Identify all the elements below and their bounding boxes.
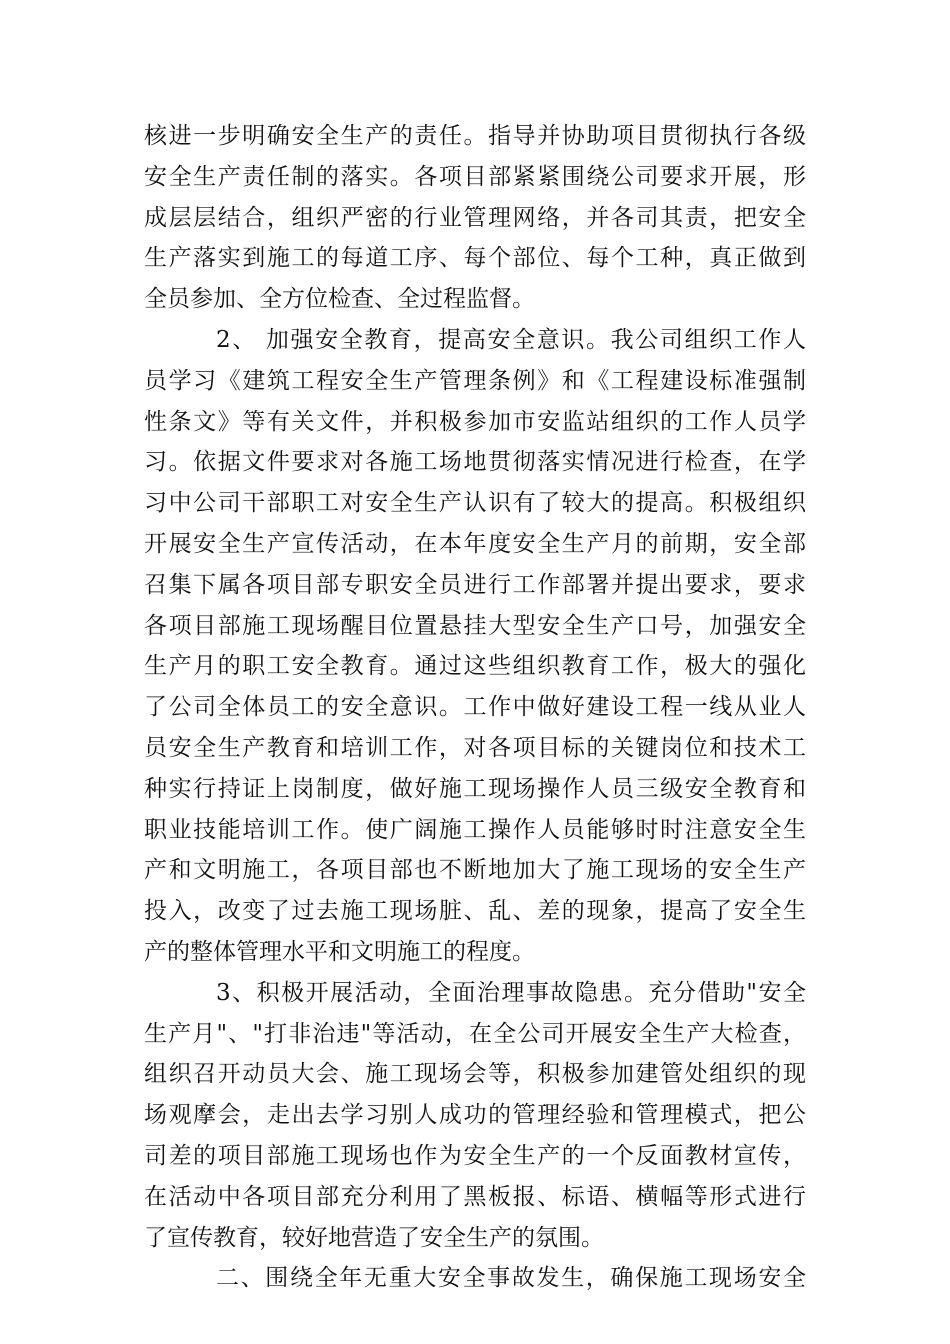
text-line: 召集下属各项目部专职安全员进行工作部署并提出要求，要求 bbox=[144, 571, 806, 598]
text-line: 生产月的职工安全教育。通过这些组织教育工作，极大的强化 bbox=[144, 653, 806, 680]
text-line: 全员参加、全方位检查、全过程监督。 bbox=[144, 286, 535, 313]
text-line: 在活动中各项目部充分利用了黑板报、标语、横幅等形式进行 bbox=[144, 1183, 806, 1210]
text-line: 了公司全体员工的安全意识。工作中做好建设工程一线从业人 bbox=[144, 694, 806, 721]
text-line: 产的整体管理水平和文明施工的程度。 bbox=[144, 938, 535, 965]
paragraph-hazard-activities bbox=[144, 973, 806, 1259]
text-line: 组织召开动员大会、施工现场会等，积极参加建管处组织的现 bbox=[144, 1061, 806, 1088]
text-line: 2、 加强安全教育，提高安全意识。我公司组织工作人 bbox=[216, 326, 806, 353]
text-line: 职业技能培训工作。使广阔施工操作人员能够时时注意安全生 bbox=[144, 816, 806, 843]
paragraph-responsibility bbox=[144, 116, 806, 320]
text-line: 员学习《建筑工程安全生产管理条例》和《工程建设标准强制 bbox=[144, 367, 806, 394]
text-line: 场观摩会，走出去学习别人成功的管理经验和管理模式，把公 bbox=[144, 1102, 806, 1129]
text-line: 种实行持证上岗制度，做好施工现场操作人员三级安全教育和 bbox=[144, 775, 806, 802]
text-line: 二、围绕全年无重大安全事故发生，确保施工现场安全 bbox=[216, 1265, 806, 1292]
text-line: 了宣传教育，较好地营造了安全生产的氛围。 bbox=[144, 1224, 604, 1251]
document-page bbox=[144, 116, 806, 1299]
text-line: 习中公司干部职工对安全生产认识有了较大的提高。积极组织 bbox=[144, 490, 806, 517]
text-line: 3、积极开展活动，全面治理事故隐患。充分借助"安全 bbox=[216, 979, 806, 1006]
text-line: 开展安全生产宣传活动，在本年度安全生产月的前期，安全部 bbox=[144, 530, 806, 557]
text-line: 习。依据文件要求对各施工场地贯彻落实情况进行检查，在学 bbox=[144, 449, 806, 476]
paragraph-safety-education bbox=[144, 320, 806, 973]
text-line: 产和文明施工，各项目部也不断地加大了施工现场的安全生产 bbox=[144, 857, 806, 884]
text-line: 成层层结合，组织严密的行业管理网络，并各司其责，把安全 bbox=[144, 204, 806, 231]
text-line: 投入，改变了过去施工现场脏、乱、差的现象，提高了安全生 bbox=[144, 898, 806, 925]
text-line: 各项目部施工现场醒目位置悬挂大型安全生产口号，加强安全 bbox=[144, 612, 806, 639]
paragraph-section-two-heading bbox=[144, 1258, 806, 1299]
text-line: 安全生产责任制的落实。各项目部紧紧围绕公司要求开展，形 bbox=[144, 163, 806, 190]
text-line: 核进一步明确安全生产的责任。指导并协助项目贯彻执行各级 bbox=[144, 123, 806, 149]
text-line: 生产落实到施工的每道工序、每个部位、每个工种，真正做到 bbox=[144, 245, 806, 272]
text-line: 生产月"、"打非治违"等活动，在全公司开展安全生产大检查， bbox=[144, 1020, 806, 1047]
text-line: 员安全生产教育和培训工作，对各项目标的关键岗位和技术工 bbox=[144, 734, 806, 761]
text-line: 司差的项目部施工现场也作为安全生产的一个反面教材宣传， bbox=[144, 1142, 806, 1169]
text-line: 性条文》等有关文件，并积极参加市安监站组织的工作人员学 bbox=[144, 408, 806, 435]
